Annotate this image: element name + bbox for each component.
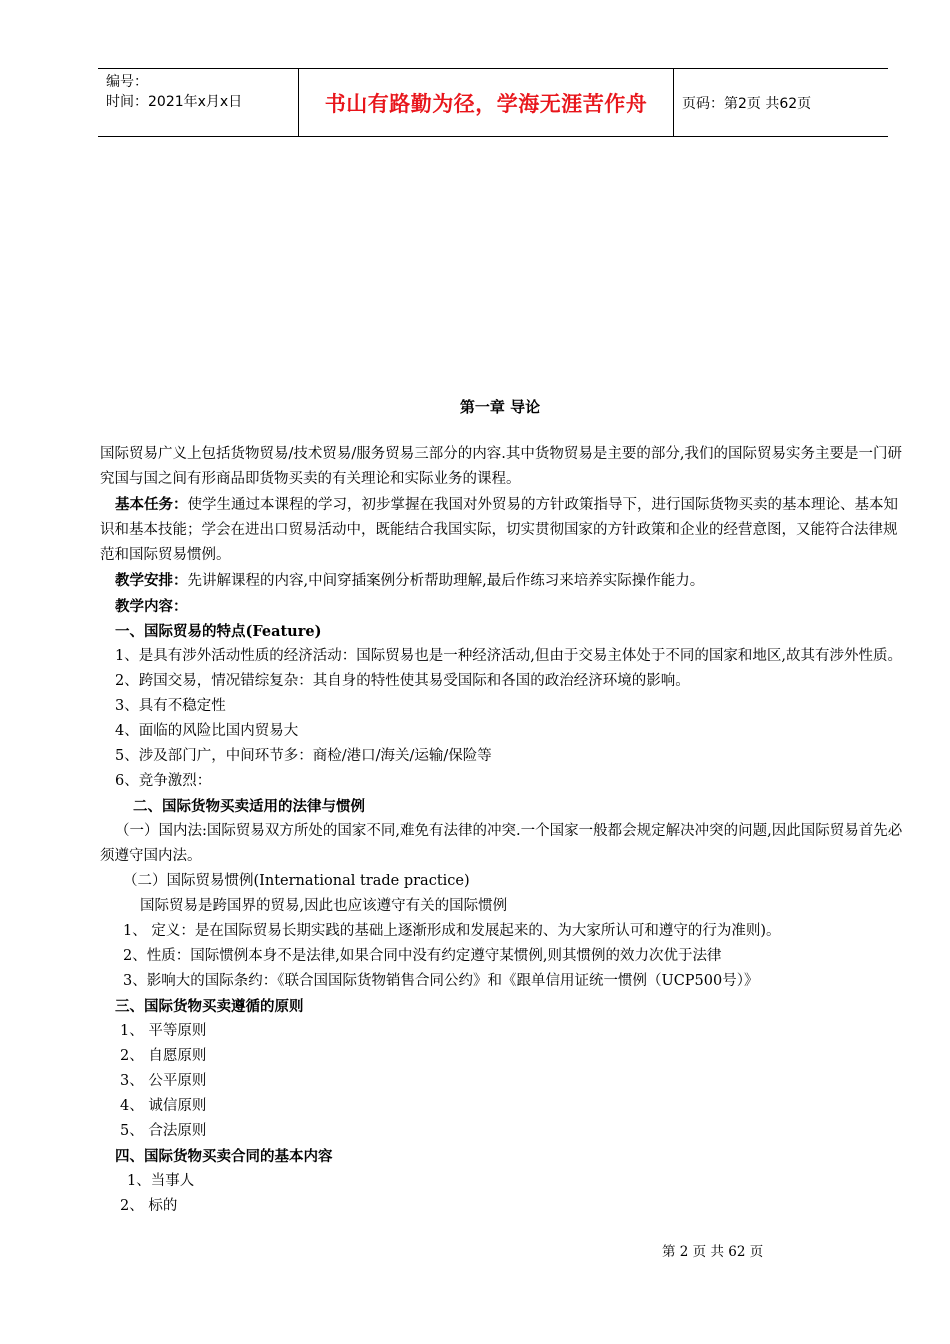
intro-paragraph bbox=[100, 442, 905, 492]
document-header bbox=[98, 68, 888, 137]
header-meta bbox=[98, 69, 298, 136]
section1-item: 6、竞争激烈： bbox=[115, 773, 212, 789]
practice-heading: （二）国际贸易惯例(International trade practice) bbox=[123, 873, 470, 889]
practice-item: 2、性质：国际惯例本身不是法律,如果合同中没有约定遵守某惯例,则其惯例的效力次优于法律 bbox=[123, 948, 722, 964]
contract-item: 2、 标的 bbox=[120, 1198, 178, 1214]
principle-item: 2、 自愿原则 bbox=[120, 1048, 207, 1064]
principle-item: 4、 诚信原则 bbox=[120, 1098, 207, 1114]
page-footer: 第 2 页 共 62 页 bbox=[662, 1244, 764, 1260]
contract-item: 1、当事人 bbox=[127, 1173, 195, 1189]
arrangement-label: 教学安排： bbox=[115, 572, 188, 589]
section1-item: 2、跨国交易，情况错综复杂：其自身的特性使其易受国际和各国的政治经济环境的影响。 bbox=[115, 673, 690, 689]
principle-item: 3、 公平原则 bbox=[120, 1073, 207, 1089]
chapter-title: 第一章 导论 bbox=[459, 398, 541, 416]
time-label: 时间：2021年x月x日 bbox=[106, 94, 243, 110]
section4-heading: 四、国际货物买卖合同的基本内容 bbox=[115, 1148, 333, 1165]
section2-heading: 二、国际货物买卖适用的法律与惯例 bbox=[133, 798, 365, 815]
section1-item: 4、面临的风险比国内贸易大 bbox=[115, 723, 299, 739]
task-label: 基本任务： bbox=[115, 496, 188, 513]
practice-intro: 国际贸易是跨国界的贸易,因此也应该遵守有关的国际惯例 bbox=[140, 898, 508, 914]
arrangement-text: 先讲解课程的内容,中间穿插案例分析帮助理解,最后作练习来培养实际操作能力。 bbox=[187, 573, 705, 589]
section1-item: 1、是具有涉外活动性质的经济活动：国际贸易也是一种经济活动,但由于交易主体处于不同的国家和地区,故其有涉外性质。 bbox=[115, 648, 902, 664]
principle-item: 5、 合法原则 bbox=[120, 1123, 207, 1139]
task-paragraph bbox=[100, 492, 905, 568]
section1-heading: 一、国际贸易的特点(Feature) bbox=[115, 623, 322, 640]
section1-item: 3、具有不稳定性 bbox=[115, 698, 226, 714]
practice-item: 3、影响大的国际条约：《联合国国际货物销售合同公约》和《跟单信用证统一惯例（UCP500号）》 bbox=[123, 973, 759, 989]
content-label: 教学内容： bbox=[115, 598, 188, 615]
section3-heading: 三、国际货物买卖遵循的原则 bbox=[115, 998, 304, 1015]
header-motto: 书山有路勤为径，学海无涯苦作舟 bbox=[298, 69, 674, 136]
document-body bbox=[100, 395, 905, 1219]
number-label: 编号： bbox=[106, 74, 148, 90]
header-page-label: 页码：第2页 共62页 bbox=[682, 95, 812, 112]
task-text: 使学生通过本课程的学习，初步掌握在我国对外贸易的方针政策指导下，进行国际货物买卖的基本理论、基本知识和基本技能；学会在进出口贸易活动中，既能结合我国实际，切实贯彻国家的方针政策和企业的经营意图，又能符合法律规范和国际贸易惯例。 bbox=[100, 497, 898, 563]
arrangement-paragraph bbox=[100, 568, 905, 594]
section1-item: 5、涉及部门广，中间环节多：商检/港口/海关/运输/保险等 bbox=[115, 748, 492, 764]
practice-item: 1、 定义：是在国际贸易长期实践的基础上逐渐形成和发展起来的、为大家所认可和遵守的行为准则)。 bbox=[123, 923, 781, 939]
domestic-law-paragraph: （一）国内法:国际贸易双方所处的国家不同,难免有法律的冲突.一个国家一般都会规定解决冲突的问题,因此国际贸易首先必须遵守国内法。 bbox=[100, 823, 903, 864]
intro-text: 国际贸易广义上包括货物贸易/技术贸易/服务贸易三部分的内容.其中货物贸易是主要的部分,我们的国际贸易实务主要是一门研究国与国之间有形商品即货物买卖的有关理论和实际业务的课程。 bbox=[100, 446, 902, 487]
principle-item: 1、 平等原则 bbox=[120, 1023, 207, 1039]
